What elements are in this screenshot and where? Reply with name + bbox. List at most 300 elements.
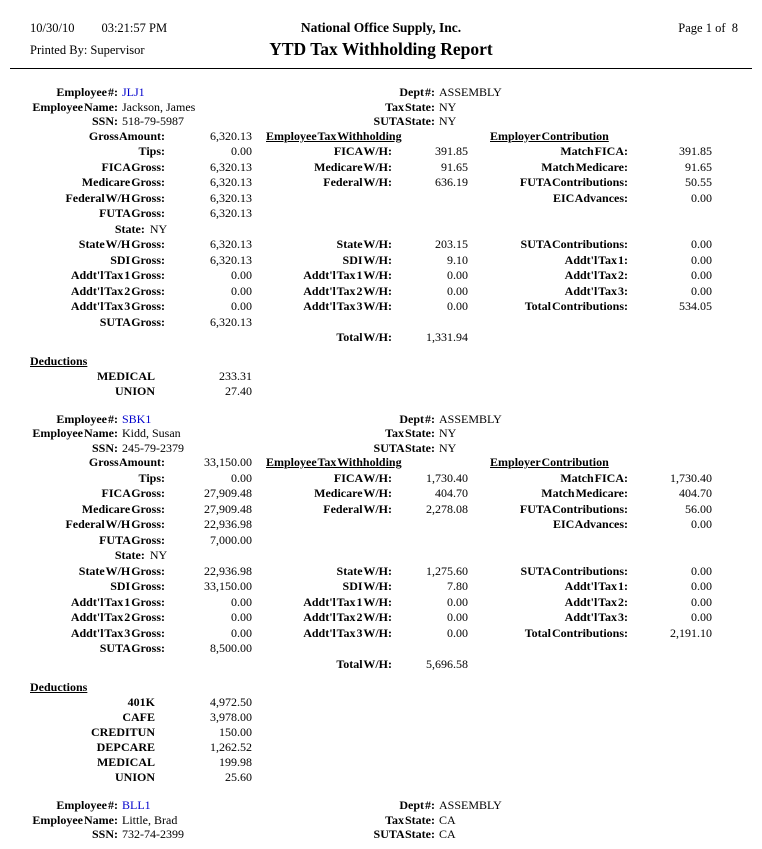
- addl-tax2-gross-label: Addt'l Tax 2 Gross:: [70, 283, 165, 298]
- info-row: [30, 426, 735, 441]
- addl-tax3-value: 0.00: [691, 283, 713, 298]
- tax-state-label: Tax State:: [385, 812, 435, 827]
- info-row: [30, 85, 735, 100]
- addl-tax3-wh-value: 0.00: [447, 625, 469, 640]
- total-contributions-label: Total Contributions:: [524, 299, 629, 313]
- deductions-header: Deductions: [30, 353, 88, 368]
- medicare-wh-value: 404.70: [435, 486, 469, 500]
- addl-tax2-value: 0.00: [691, 594, 713, 609]
- employee-name-value: Little, Brad: [122, 812, 178, 827]
- spacer: [712, 517, 735, 533]
- empty-cell: [252, 222, 735, 238]
- info-row: [30, 798, 735, 813]
- spacer: [468, 455, 490, 471]
- spacer: [468, 610, 490, 626]
- deduction-name: CREDITUN: [90, 725, 155, 739]
- addl-tax1-label: Addt'l Tax 1:: [564, 252, 629, 267]
- company-name: National Office Supply, Inc.: [300, 20, 462, 35]
- addl-tax3-gross-value: 0.00: [231, 299, 252, 313]
- info-row: [30, 441, 735, 456]
- addl-tax3-wh-label: Addt'l Tax 3 W/H:: [303, 299, 392, 313]
- deductions-section: [30, 680, 762, 785]
- employee-name-value: Jackson, James: [122, 99, 196, 114]
- deduction-row: [30, 695, 252, 710]
- gross-amount-value: 6,320.13: [210, 128, 252, 143]
- federal-wh-label: Federal W/H:: [323, 501, 392, 516]
- report-row: [30, 144, 735, 160]
- employee-info-table: [30, 798, 735, 842]
- eic-advances-label: EIC Advances:: [553, 190, 629, 205]
- deduction-value: 233.31: [219, 368, 252, 383]
- match-fica-value: 391.85: [679, 144, 713, 158]
- tips-value: 0.00: [231, 470, 252, 485]
- deduction-name: MEDICAL: [96, 368, 155, 383]
- medicare-gross-value: 6,320.13: [210, 175, 252, 189]
- state-wh-label: State W/H:: [336, 563, 392, 578]
- deductions-header: Deductions: [30, 680, 88, 694]
- empty-cell: [468, 657, 735, 673]
- employee-number-label: Employee #:: [56, 411, 118, 426]
- employee-id-link[interactable]: BLL1: [122, 798, 151, 812]
- spacer: [712, 191, 735, 207]
- medicare-gross-value: 27,909.48: [204, 501, 252, 516]
- total-wh-value: 1,331.94: [426, 330, 469, 344]
- page-indicator: Page 1 of 8: [678, 21, 738, 35]
- spacer: [712, 626, 735, 642]
- spacer: [712, 253, 735, 269]
- state-wh-gross-value: 6,320.13: [210, 237, 252, 251]
- spacer: [712, 268, 735, 284]
- suta-state-label: SUTA State:: [373, 827, 435, 841]
- sdi-gross-label: SDI Gross:: [110, 252, 165, 267]
- spacer: [468, 160, 490, 176]
- ssn-label: SSN:: [91, 114, 118, 128]
- total-wh-label: Total W/H:: [336, 330, 392, 344]
- futa-gross-value: 7,000.00: [210, 532, 252, 547]
- state-wh-gross-label: State W/H Gross:: [78, 563, 165, 578]
- employee-name-label: Employee Name:: [32, 812, 118, 827]
- state-label: State:: [114, 548, 145, 562]
- tips-label: Tips:: [138, 144, 165, 158]
- dept-value: ASSEMBLY: [439, 798, 502, 812]
- dept-label: Dept #:: [399, 85, 435, 99]
- suta-state-label: SUTA State:: [373, 114, 435, 128]
- spacer: [468, 268, 490, 284]
- futa-contributions-value: 56.00: [685, 501, 713, 516]
- futa-contributions-value: 50.55: [685, 175, 713, 189]
- report-row: [30, 160, 735, 176]
- deduction-value: 150.00: [219, 725, 252, 739]
- federal-wh-gross-value: 22,936.98: [204, 517, 252, 531]
- deduction-value: 3,978.00: [210, 710, 252, 724]
- addl-tax2-wh-value: 0.00: [447, 283, 469, 298]
- info-row: [30, 827, 735, 842]
- tax-state-value: NY: [439, 99, 457, 114]
- match-fica-label: Match FICA:: [560, 470, 629, 485]
- medicare-wh-value: 91.65: [441, 159, 469, 174]
- report-row: [30, 579, 735, 595]
- eic-advances-value: 0.00: [691, 517, 713, 531]
- match-fica-label: Match FICA:: [560, 144, 629, 158]
- deduction-name: UNION: [114, 770, 155, 784]
- spacer: [712, 610, 735, 626]
- spacer: [712, 144, 735, 160]
- total-wh-label: Total W/H:: [336, 656, 392, 671]
- suta-state-value: CA: [439, 827, 456, 841]
- fica-gross-label: FICA Gross:: [101, 486, 165, 500]
- addl-tax1-wh-value: 0.00: [447, 594, 469, 609]
- ssn-value: 518-79-5987: [122, 114, 184, 128]
- report-row: [30, 330, 735, 346]
- spacer: [252, 486, 266, 502]
- employee-tax-withholding-header: Employee Tax Withholding: [266, 128, 402, 143]
- empty-cell: [252, 206, 735, 222]
- addl-tax3-label: Addt'l Tax 3:: [564, 610, 629, 624]
- spacer: [712, 175, 735, 191]
- spacer: [712, 595, 735, 611]
- report-row: [30, 626, 735, 642]
- spacer: [252, 626, 266, 642]
- suta-gross-label: SUTA Gross:: [99, 641, 165, 655]
- report-row: [30, 206, 735, 222]
- tax-state-label: Tax State:: [385, 426, 435, 440]
- dept-value: ASSEMBLY: [439, 85, 502, 99]
- spacer: [468, 299, 490, 315]
- futa-contributions-label: FUTA Contributions:: [519, 175, 629, 189]
- addl-tax2-gross-value: 0.00: [231, 610, 252, 624]
- suta-state-value: NY: [439, 440, 457, 455]
- empty-cell: [252, 191, 490, 207]
- deduction-value: 27.40: [225, 383, 252, 398]
- state-wh-gross-label: State W/H Gross:: [78, 237, 165, 251]
- sdi-wh-value: 9.10: [447, 252, 469, 267]
- medicare-wh-label: Medicare W/H:: [314, 159, 392, 174]
- spacer: [712, 579, 735, 595]
- total-contributions-value: 534.05: [679, 299, 713, 313]
- info-row: [30, 100, 735, 115]
- deduction-name: CAFE: [122, 710, 155, 724]
- futa-gross-value: 6,320.13: [210, 206, 252, 220]
- report-row: [30, 657, 735, 673]
- addl-tax1-wh-label: Addt'l Tax 1 W/H:: [303, 594, 392, 609]
- spacer: [468, 564, 490, 580]
- state-wh-value: 1,275.60: [426, 563, 469, 578]
- info-row: [30, 412, 735, 427]
- spacer: [712, 299, 735, 315]
- report-header: [0, 0, 762, 68]
- suta-contributions-label: SUTA Contributions:: [520, 237, 629, 251]
- spacer: [252, 175, 266, 191]
- deduction-row: [30, 710, 252, 725]
- deduction-row: [30, 384, 252, 399]
- sdi-gross-value: 33,150.00: [204, 579, 252, 593]
- employee-id-link[interactable]: SBK1: [122, 411, 152, 426]
- fica-wh-value: 1,730.40: [426, 470, 469, 485]
- state-value: NY: [149, 548, 168, 562]
- addl-tax1-gross-value: 0.00: [231, 594, 252, 609]
- tax-state-value: NY: [439, 426, 457, 440]
- addl-tax1-gross-label: Addt'l Tax 1 Gross:: [70, 268, 165, 282]
- suta-state-label: SUTA State:: [373, 440, 435, 455]
- spacer: [712, 471, 735, 487]
- tax-summary-table: [30, 455, 735, 672]
- deductions-table: [30, 369, 252, 399]
- addl-tax3-wh-label: Addt'l Tax 3 W/H:: [303, 625, 392, 640]
- report-row: [30, 517, 735, 533]
- dept-value: ASSEMBLY: [439, 411, 502, 426]
- report-row: [30, 610, 735, 626]
- addl-tax2-label: Addt'l Tax 2:: [564, 594, 629, 609]
- deduction-row: [30, 755, 252, 770]
- eic-advances-value: 0.00: [691, 190, 713, 205]
- match-medicare-value: 404.70: [679, 486, 713, 500]
- addl-tax3-label: Addt'l Tax 3:: [564, 283, 629, 298]
- employee-name-label: Employee Name:: [32, 426, 118, 440]
- addl-tax1-gross-value: 0.00: [231, 268, 252, 282]
- deductions-section: [30, 354, 762, 399]
- addl-tax3-wh-value: 0.00: [447, 299, 469, 313]
- fica-wh-label: FICA W/H:: [333, 144, 392, 158]
- addl-tax1-wh-value: 0.00: [447, 268, 469, 282]
- spacer: [712, 129, 735, 145]
- spacer: [252, 579, 266, 595]
- spacer: [468, 129, 490, 145]
- empty-cell: [252, 517, 490, 533]
- fica-gross-value: 6,320.13: [210, 159, 252, 174]
- ssn-label: SSN:: [91, 827, 118, 841]
- report-row: [30, 533, 735, 549]
- report-row: [30, 299, 735, 315]
- futa-gross-label: FUTA Gross:: [99, 206, 165, 220]
- federal-wh-gross-label: Federal W/H Gross:: [65, 517, 165, 531]
- spacer: [252, 610, 266, 626]
- federal-wh-label: Federal W/H:: [323, 175, 392, 189]
- empty-cell: [30, 330, 266, 346]
- medicare-wh-label: Medicare W/H:: [314, 486, 392, 500]
- empty-cell: [252, 315, 735, 331]
- suta-gross-value: 6,320.13: [210, 314, 252, 329]
- ssn-label: SSN:: [91, 440, 118, 455]
- gross-amount-value: 33,150.00: [204, 455, 252, 469]
- addl-tax2-label: Addt'l Tax 2:: [564, 268, 629, 282]
- spacer: [468, 626, 490, 642]
- federal-wh-gross-value: 6,320.13: [210, 190, 252, 205]
- spacer: [468, 502, 490, 518]
- deductions-table: [30, 695, 252, 785]
- total-contributions-label: Total Contributions:: [524, 625, 629, 640]
- suta-gross-label: SUTA Gross:: [99, 314, 165, 329]
- suta-contributions-label: SUTA Contributions:: [520, 563, 629, 578]
- addl-tax3-gross-value: 0.00: [231, 625, 252, 640]
- spacer: [712, 284, 735, 300]
- addl-tax2-value: 0.00: [691, 268, 713, 282]
- printed-by-value: Supervisor: [90, 43, 145, 57]
- spacer: [468, 237, 490, 253]
- addl-tax3-gross-label: Addt'l Tax 3 Gross:: [70, 625, 165, 640]
- suta-contributions-value: 0.00: [691, 563, 713, 578]
- spacer: [252, 237, 266, 253]
- deduction-row: [30, 770, 252, 785]
- employee-id-link[interactable]: JLJ1: [122, 85, 145, 99]
- deduction-row: [30, 369, 252, 384]
- header-rule: [10, 68, 752, 69]
- federal-wh-value: 2,278.08: [426, 501, 469, 516]
- sdi-gross-label: SDI Gross:: [110, 579, 165, 593]
- report-row: [30, 455, 735, 471]
- spacer: [712, 160, 735, 176]
- report-row: [30, 253, 735, 269]
- info-row: [30, 114, 735, 129]
- medicare-gross-label: Medicare Gross:: [81, 175, 165, 189]
- addl-tax1-wh-label: Addt'l Tax 1 W/H:: [303, 268, 392, 282]
- addl-tax3-value: 0.00: [691, 610, 713, 624]
- deduction-row: [30, 725, 252, 740]
- report-row: [30, 595, 735, 611]
- sdi-gross-value: 6,320.13: [210, 252, 252, 267]
- state-cell: [30, 222, 252, 238]
- fica-gross-value: 27,909.48: [204, 486, 252, 500]
- spacer: [712, 502, 735, 518]
- eic-advances-label: EIC Advances:: [553, 517, 629, 531]
- spacer: [468, 253, 490, 269]
- deduction-name: DEP CARE: [96, 740, 155, 754]
- report-row: [30, 175, 735, 191]
- report-row: [30, 315, 735, 331]
- tips-label: Tips:: [138, 470, 165, 485]
- employee-name-value: Kidd, Susan: [122, 426, 181, 440]
- gross-amount-label: Gross Amount:: [88, 128, 165, 143]
- deduction-row: [30, 740, 252, 755]
- suta-state-value: NY: [439, 114, 457, 128]
- spacer: [252, 471, 266, 487]
- suta-gross-value: 8,500.00: [210, 641, 252, 655]
- report-row: [30, 471, 735, 487]
- ssn-value: 732-74-2399: [122, 827, 184, 841]
- addl-tax3-gross-label: Addt'l Tax 3 Gross:: [70, 299, 165, 313]
- report-row: [30, 268, 735, 284]
- employee-section: [0, 798, 762, 842]
- employer-contribution-header: Employer Contribution: [490, 128, 609, 143]
- info-row: [30, 813, 735, 828]
- spacer: [468, 144, 490, 160]
- tax-state-label: Tax State:: [385, 99, 435, 114]
- report-row: [30, 129, 735, 145]
- spacer: [468, 284, 490, 300]
- addl-tax1-value: 0.00: [691, 579, 713, 593]
- spacer: [468, 579, 490, 595]
- empty-cell: [252, 533, 735, 549]
- sdi-wh-label: SDI W/H:: [342, 579, 392, 593]
- state-label: State:: [114, 221, 145, 236]
- match-medicare-value: 91.65: [685, 159, 713, 174]
- futa-contributions-label: FUTA Contributions:: [519, 501, 629, 516]
- spacer: [252, 129, 266, 145]
- addl-tax2-wh-label: Addt'l Tax 2 W/H:: [303, 610, 392, 624]
- tips-value: 0.00: [231, 144, 252, 158]
- empty-cell: [252, 641, 735, 657]
- report-row: [30, 564, 735, 580]
- state-wh-value: 203.15: [435, 237, 469, 251]
- sdi-wh-value: 7.80: [447, 579, 469, 593]
- spacer: [468, 595, 490, 611]
- addl-tax2-gross-label: Addt'l Tax 2 Gross:: [70, 610, 165, 624]
- report-row: [30, 222, 735, 238]
- total-wh-value: 5,696.58: [426, 656, 469, 671]
- employer-contribution-header: Employer Contribution: [490, 455, 609, 469]
- addl-tax1-label: Addt'l Tax 1:: [564, 579, 629, 593]
- empty-cell: [30, 657, 266, 673]
- spacer: [252, 284, 266, 300]
- dept-label: Dept #:: [399, 798, 435, 812]
- state-wh-label: State W/H:: [336, 237, 392, 251]
- spacer: [712, 486, 735, 502]
- ssn-value: 245-79-2379: [122, 440, 184, 455]
- deduction-name: 401K: [127, 695, 155, 709]
- match-medicare-label: Match Medicare:: [541, 159, 629, 174]
- report-titles: [120, 20, 642, 60]
- spacer: [252, 502, 266, 518]
- deduction-value: 25.60: [225, 770, 252, 784]
- spacer: [252, 253, 266, 269]
- spacer: [468, 175, 490, 191]
- printed-by-label: Printed By:: [30, 43, 88, 57]
- spacer: [468, 471, 490, 487]
- match-medicare-label: Match Medicare:: [541, 486, 629, 500]
- employee-section: [0, 412, 762, 786]
- dept-label: Dept #:: [399, 411, 435, 426]
- spacer: [252, 268, 266, 284]
- employee-name-label: Employee Name:: [32, 99, 118, 114]
- addl-tax2-wh-label: Addt'l Tax 2 W/H:: [303, 283, 392, 298]
- report-row: [30, 191, 735, 207]
- match-fica-value: 1,730.40: [670, 470, 713, 485]
- report-row: [30, 641, 735, 657]
- employee-info-table: [30, 412, 735, 456]
- federal-wh-value: 636.19: [435, 175, 469, 189]
- addl-tax2-gross-value: 0.00: [231, 283, 252, 298]
- deduction-value: 1,262.52: [210, 740, 252, 754]
- report-row: [30, 284, 735, 300]
- addl-tax1-gross-label: Addt'l Tax 1 Gross:: [70, 594, 165, 609]
- employee-list: [0, 85, 762, 842]
- state-wh-gross-value: 22,936.98: [204, 563, 252, 578]
- report-row: [30, 502, 735, 518]
- medicare-gross-label: Medicare Gross:: [81, 501, 165, 516]
- deduction-name: MEDICAL: [96, 755, 155, 769]
- suta-contributions-value: 0.00: [691, 237, 713, 251]
- spacer: [252, 455, 266, 471]
- spacer: [468, 486, 490, 502]
- fica-gross-label: FICA Gross:: [101, 159, 165, 174]
- spacer: [252, 144, 266, 160]
- empty-cell: [252, 548, 735, 564]
- state-cell: [30, 548, 252, 564]
- employee-section: [0, 85, 762, 399]
- employee-info-table: [30, 85, 735, 129]
- spacer: [712, 564, 735, 580]
- spacer: [252, 564, 266, 580]
- report-title: YTD Tax Withholding Report: [269, 39, 493, 59]
- spacer: [252, 160, 266, 176]
- addl-tax2-wh-value: 0.00: [447, 610, 469, 624]
- deduction-value: 199.98: [219, 755, 252, 769]
- federal-wh-gross-label: Federal W/H Gross:: [65, 190, 165, 205]
- report-row: [30, 548, 735, 564]
- tax-state-value: CA: [439, 812, 456, 827]
- futa-gross-label: FUTA Gross:: [99, 532, 165, 547]
- spacer: [252, 299, 266, 315]
- empty-cell: [468, 330, 735, 346]
